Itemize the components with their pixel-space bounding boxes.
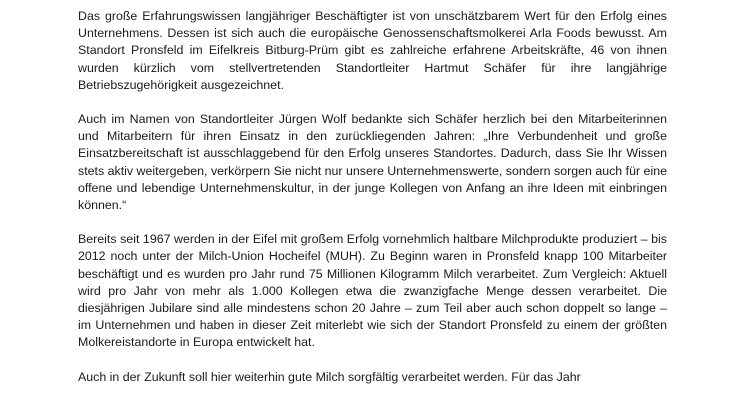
paragraph-history: Bereits seit 1967 werden in der Eifel mit großem Erfolg vornehmlich haltbare Milchprodukte produziert – bis 2012 noch unter der Milch-Union Hocheifel (MUH). Zu Beginn waren in Pronsfeld knapp 100 Mitarbeiter beschäftigt und es wurden pro Jahr rund 75 Millionen Kilogramm Milch verarbeitet. Zum Vergleich: Aktuell wird pro Jahr von mehr als 1.000 Kollegen etwa die zwanzigfache Menge dessen verarbeitet. Die diesjährigen Jubilare sind alle mindestens schon 20 Jahre – zum Teil aber auch schon doppelt so lange – im Unternehmen und haben in dieser Zeit miterlebt wie sich der Standort Pronsfeld zu einem der größten Molkereistandorte in Europa entwickelt hat. (78, 232, 667, 350)
document-body (78, 8, 667, 403)
paragraph-intro: Das große Erfahrungswissen langjähriger Beschäftigter ist von unschätzbarem Wert für den Erfolg eines Unternehmens. Dessen ist sich auch die europäische Genossenschaftsmolkerei Arla Foods bewusst. Am Standort Pronsfeld im Eifelkreis Bitburg-Prüm gibt es zahlreiche erfahrene Arbeitskräfte, 46 von ihnen wurden kürzlich vom stellvertretenden Standortleiter Hartmut Schäfer für ihre langjährige Betriebszugehörigkeit ausgezeichnet. (78, 9, 667, 92)
paragraph-thanks-quote: Auch im Namen von Standortleiter Jürgen Wolf bedankte sich Schäfer herzlich bei den Mitarbeiterinnen und Mitarbeitern für ihren Einsatz in den zurückliegenden Jahren: „Ihre Verbundenheit und große Einsatzbereitschaft ist ausschlaggebend für den Erfolg unseres Standortes. Dadurch, dass Sie Ihr Wissen stets aktiv weitergeben, verkörpern Sie nicht nur unsere Unternehmenswerte, sondern sorgen auch für eine offene und lebendige Unternehmenskultur, in der junge Kollegen von Anfang an ihre Ideen mit einbringen können.“ (78, 112, 667, 213)
paragraph-future: Auch in der Zukunft soll hier weiterhin gute Milch sorgfältig verarbeitet werden. Für das Jahr (78, 369, 581, 384)
